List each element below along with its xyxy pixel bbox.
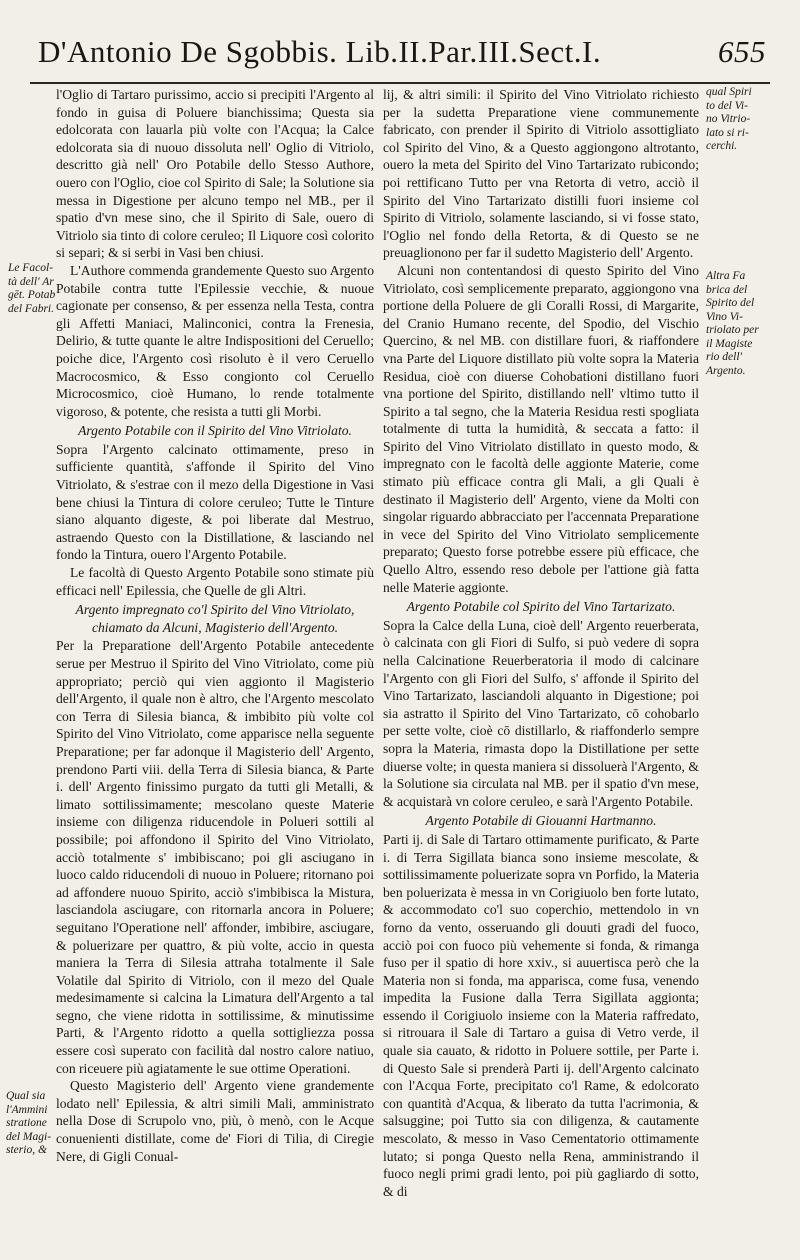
section-heading: Argento Potabile con il Spirito del Vino Vitriolato.: [78, 423, 352, 439]
page-number: 655: [718, 34, 766, 69]
margin-note-line: cerchi.: [706, 140, 738, 152]
margin-note-line: no Vitrio-: [706, 113, 751, 125]
margin-note-line: triolato per: [706, 324, 759, 336]
section-heading: Argento impregnato co'l Spirito del Vino Vitriolato, chiamato da Alcuni, Magisterio dell'Argento.: [75, 602, 355, 635]
paragraph: Le facoltà di Questo Argento Potabile sono stimate più efficaci nell' Epilessia, che Quelle de gli Altri.: [56, 565, 374, 598]
paragraph: Alcuni non contentandosi di questo Spirito del Vino Vitriolato, così semplicemente preparato, aggiongono vna portione della Poluere de gli Coralli Rossi, di Margarite, del Cranio Humano recente, del Spodio, del Vischio Quercino, & nel MB. con distillare fuori, & riaffondere vna Parte del Liquore distillato più volte sopra la Materia Residua, cioè con diuerse Cohobationi distillano fuori vna portione del Spirito, distillando nell' vltimo tutto il Spirito a tal segno, che la Materia Residua resti spogliata totalmente di tutta la humidità, & seccata a fatto: il Spirito del Vino Vitriolato distillato in questo modo, & impregnato con le facoltà delle aggionte Materie, come stimato più efficace contra gli Mali, a gli Quali è destinato il Magisterio dell' Argento, viene da Molti con singolar riguardo abbracciato per l'accennata Preparatione in vece del Spirito del Vino Vitriolato semplicemente preparato; Questo forse potrebbe essere più efficace, che Quello Altro, essendo reso debole per l'attione già fatta nelle Materie aggionte.: [383, 262, 699, 595]
paragraph: Parti ij. di Sale di Tartaro ottimamente purificato, & Parte i. di Terra Sigillata bianca sono insieme mescolate, & sottilissimamente poluerizate sopra vn Porfido, la Materia ben poluerizata è messa in vn Corigiuolo ben forte lutato, & accommodato co'l suo coperchio, mettendolo in vn forno da vento, osseruando gli douuti gradi del fuoco, acciò poi con fuoco più vehemente si fonda, & rimanga fuso per il spatio di hore xxiv., si auuertisca però che la Materia non si fonda, ma apparisca, come fusa, venendo impedita la Fusione dalla Terra Sigillata aggionta; essendo il Corigiuolo insieme con la Materia raffredato, si ritrouara il Sale di Tartaro a guisa di Vetro verde, il quale sia cauato, & ridotto in Poluere sottile, per Parte i. di Questo Sale si prenderà Parti ij. dell'Argento calcinato con l'Acqua Forte, precipitato co'l Rame, & edolcorato con quantità d'Acqua, & liberato da tutta l'acrimonia, & salsuggine; poi Tutto sia con diligenza, & cautamente mescolato, & messo in Vaso Cementatorio ottimamente lutato; si ponga Questo nella Rena, amministrando il fuoco negli primi gradi lento, poi più gagliardo di sotto, & di: [383, 831, 699, 1199]
right-text-column: [383, 86, 699, 1200]
paragraph: Per la Preparatione dell'Argento Potabile antecedente serue per Mestruo il Spirito del Vino Vitriolato, come più appropriato; perciò qui vien aggionto il Magisterio dell'Argento, il quale non è altro, che l'Argento mescolato con Terra di Silesia bianca, & imbibito più volte col Spirito del Vino Vitriolato, come apparisce nella seguente Preparatione; per far adonque il Magisterio dell' Argento, prendono Parti viii. della Terra di Silesia bianca, & Parte i. dell' Argento finissimo purgato da tutti gli Metalli, & limato sottilissimamente; mescolano queste Materie insieme con diligenza riducendole in Polueri sottili al possibile; poi affondono il Spirito del Vino Vitriolato, acciò totalmente s' imbibiscano; poi gli asciugano in luoco caldo riducendoli di nuouo in Poluere; ritornano poi ad affondere nuouo Spirito, acciò s'imbibisca la Mistura, lasciandola asciugare, con ritornarla ancora in Poluere; seguitano l'Operatione nell' affonder, imbibire, asciugare, & poluerizare per quattro, & più volte, accio in questa maniera la Terra di Silesia attraha totalmente il Sale Volatile dal Spirito di Vitriolo, con il mezo del Quale medesimamente si calcina la Limatura dell'Argento a tal segno, che viene ridotta in sottilissime, & minutissime Parti, & l'Argento ridotto a quella sottigliezza possa essere così superato con facilità dal nostro calore natiuo, con riceuere più agiatamente le sue ottime Operationi.: [56, 638, 374, 1076]
section-heading: Argento Potabile di Giouanni Hartmanno.: [425, 813, 657, 829]
margin-note-line: l'Ammini: [6, 1103, 48, 1116]
margin-note-line: Vino Vi-: [706, 310, 743, 323]
margin-note-line: Argento.: [706, 364, 746, 377]
paragraph: lij, & altri simili: il Spirito del Vino Vitriolato richiesto per la sudetta Preparatione viene communemente fabricato, con prender il Spirito di Vitriolo assottigliato col Spirito del Vino, & a Questo aggiongono altrotanto, ouero la meta del Spirito del Vino Tartarizato rubicondo; poi rettificano Tutto per vna Retorta di vetro, acciò il Spirito del Vino Tartarizato distilli fuori insieme col Spirito di Vitriolo, solamente lasciando, si vi fosse stato, l'Oglio nel fondo della Retorta, & di Questo se ne preuaglionono per far il sudetto Magisterio dell' Argento.: [383, 87, 699, 261]
margin-note-line: del Fabri.: [8, 302, 54, 315]
running-title: D'Antonio De Sgobbis. Lib.II.Par.III.Sect.I.: [38, 34, 602, 69]
margin-note-line: brica del: [706, 283, 748, 296]
paragraph: L'Authore commenda grandemente Questo suo Argento Potabile contra tutte l'Epilessie vecchie, & nuoue cagionate per consenso, & per essenza nella Testa, contra gli Affetti Maniaci, Malinconici, contra la Frenesia, Delirio, & tutte quante le altre Indispositioni del Ceruello; poiche dice, l'Argento così risoluto è il vero Ceruello Macrocosmico, & Esso congionto col Ceruello Microcosmico, cioè Humano, lo rende totalmente vigoroso, & potente, che resista a tutti gli Morbi.: [56, 262, 374, 419]
margin-note-line: gēt. Potab: [8, 289, 56, 301]
margin-note-line: qual Spiri: [706, 86, 752, 98]
margin-note-line: stratione: [6, 1117, 47, 1129]
margin-note-line: to del Vi-: [706, 99, 748, 112]
margin-note-line: rio dell': [706, 351, 742, 363]
margin-note-line: il Magiste: [706, 337, 753, 350]
left-text-column: [56, 86, 374, 1165]
paragraph: Sopra la Calce della Luna, cioè dell' Argento reuerberata, ò calcinata con gli Fiori di Sulfo, si può vedere di sopra nella Calcinatione Reuerberatoria il modo di calcinare l'Argento con gli Fiori del Sulfo, s' affonde il Spirito del Vino Tartarizato, lasciandoli alquanto in Digestione; poi sia astratto il Spirito del Vino Tartarizato, cō cohobarlo per sette volte, cioè cō distillarlo, & riaffonderlo sempre sopra la Materia, rimasta dopo la Distillatione per sette diuerse volte; in questa maniera si dissoluerà l'Argento, & la Solutione sia circulata nal MB. per il spatio d'vn mese, & acquistarà vn colore ceruleo, e sarà l'Argento Potabile.: [383, 617, 699, 809]
margin-note-line: tà dell' Ar: [8, 275, 54, 288]
margin-note-line: Spirito del: [706, 297, 755, 309]
margin-note-left-1: [8, 262, 54, 316]
margin-note-right-2: [706, 270, 774, 378]
margin-note-line: sterio, &: [6, 1144, 47, 1156]
paragraph: Questo Magisterio dell' Argento viene grandemente lodato nell' Epilessia, & altri simili Mali, amministrato nella Dose di Scrupolo vno, più, ò menò, con le Acque conuenienti distillate, come de' Fiori di Tilia, di Ciregie Nere, di Gigli Conual-: [56, 1078, 374, 1164]
paragraph: l'Oglio di Tartaro purissimo, accio si precipiti l'Argento al fondo in guisa di Poluere bianchissima; Questa sia edolcorata con lauarla più volte con l'Acqua; la Calce edolcorata sia di nuouo dissoluta nell' Oglio di Vitriolo, descritto già nell' Oro Potabile dello Stesso Authore, ouero con l'Oglio, cioe col Spirito di Sale; la Solutione sia messa in Digestione per alcuno tempo nel MB., per il spatio d'vn mese sino, che il Spirito di Sale, ouero di Vitriolo sia tinto di colore ceruleo; Il Liquore così colorito si separi; & si serbi in Vasi ben chiusi.: [56, 87, 374, 261]
margin-note-line: Altra Fa: [706, 270, 746, 282]
margin-note-line: Le Facol-: [8, 262, 54, 274]
paragraph: Sopra l'Argento calcinato ottimamente, preso in sufficiente quantità, s'affonde il Spirito del Vino Vitriolato, & s'estrae con il mezo della Digestione in Vasi bene chiusi la Tintura di colore ceruleo; Tutte le Tinture siano alquanto digeste, & poi liberate dal Mestruo, astraendo Questo con la Distillatione, & lasciando nel fondo la Tintura, ouero l'Argento Potabile.: [56, 441, 374, 563]
margin-note-left-2: [6, 1090, 54, 1158]
margin-note-line: del Magi-: [6, 1130, 52, 1143]
margin-note-line: Qual sia: [6, 1090, 46, 1102]
margin-note-right-1: [706, 86, 774, 154]
running-header: [30, 30, 770, 84]
margin-note-line: lato si ri-: [706, 126, 749, 139]
section-heading: Argento Potabile col Spirito del Vino Tartarizato.: [406, 599, 676, 615]
